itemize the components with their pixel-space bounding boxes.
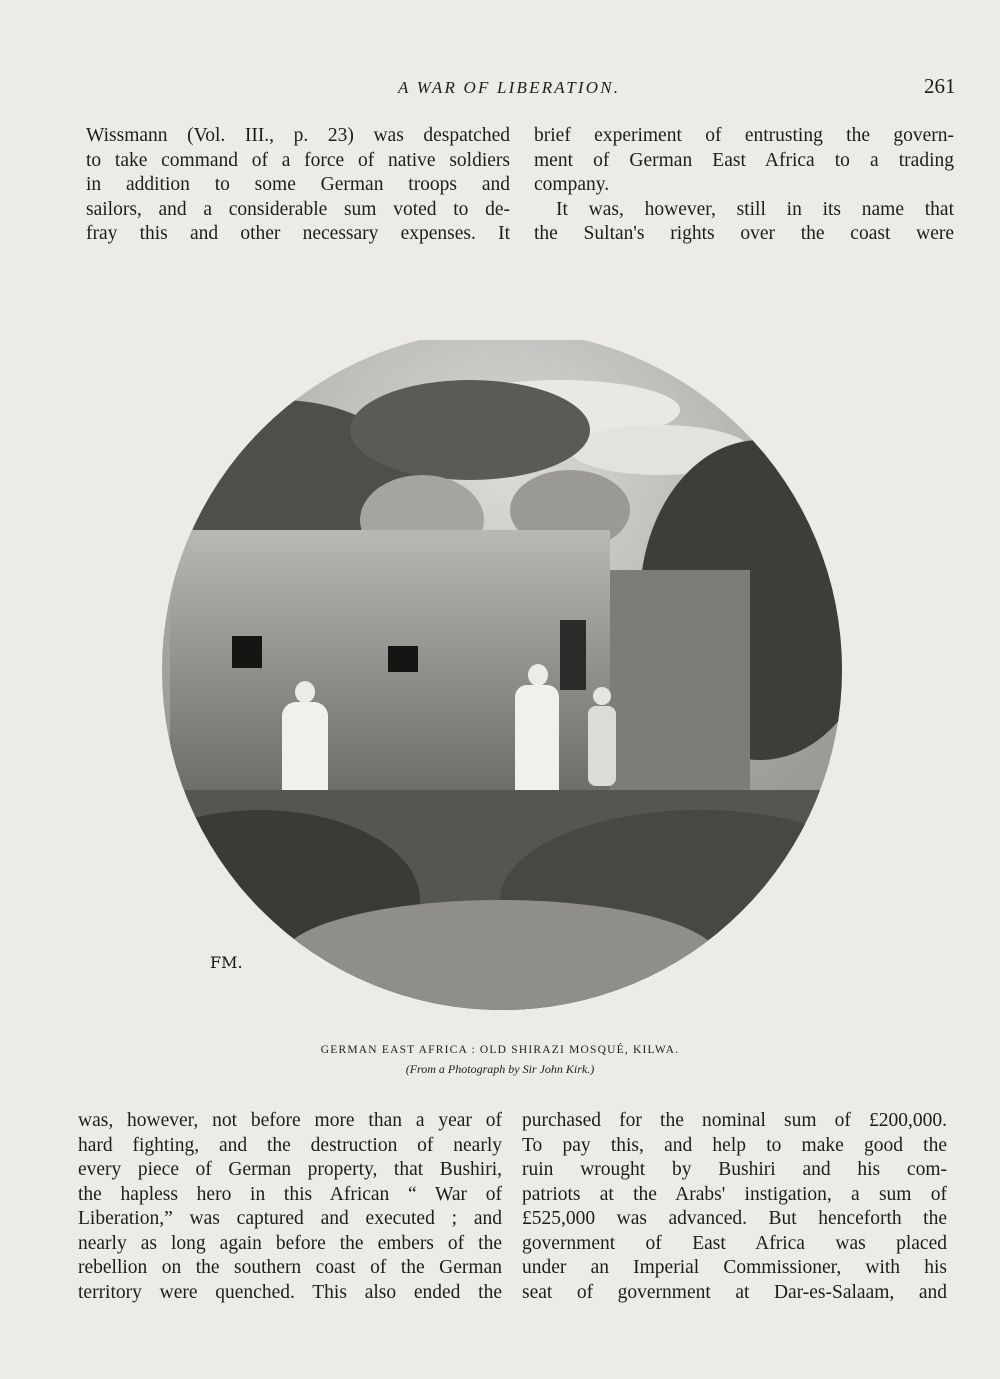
text-line: patriots at the Arabs' instigation, a sum of	[522, 1183, 947, 1205]
running-title: A WAR OF LIBERATION.	[398, 78, 621, 97]
text-line: fray this and other necessary expenses. It	[86, 223, 510, 244]
text-line: government of East Africa was placed	[522, 1232, 947, 1254]
text-line: in addition to some German troops and	[86, 174, 510, 195]
text-line: ruin wrought by Bushiri and his com-	[522, 1159, 947, 1180]
artist-signature: FM.	[210, 953, 243, 972]
bottom-right-column	[522, 1109, 947, 1305]
bottom-left-column	[78, 1109, 502, 1305]
text-line: to take command of a force of native soldiers	[86, 149, 510, 171]
top-left-column	[86, 124, 510, 247]
text-line: the Sultan's rights over the coast were	[534, 223, 954, 244]
text-line: It was, however, still in its name that	[556, 198, 954, 220]
text-line: every piece of German property, that Bushiri,	[78, 1159, 502, 1180]
text-line: brief experiment of entrusting the govern-	[534, 125, 954, 146]
text-line: territory were quenched. This also ended the	[78, 1281, 502, 1303]
text-line: company.	[534, 174, 610, 195]
text-line: Liberation,” was captured and executed ; and	[78, 1208, 502, 1229]
text-line: purchased for the nominal sum of £200,000.	[522, 1110, 947, 1131]
running-head	[0, 74, 1000, 102]
text-line: Wissmann (Vol. III., p. 23) was despatched	[86, 125, 510, 146]
text-line: hard fighting, and the destruction of nearly	[78, 1134, 502, 1156]
vignette-image	[140, 340, 870, 1030]
mosque-illustration	[140, 340, 870, 1030]
text-line: nearly as long again before the embers of the	[78, 1232, 502, 1254]
text-line: ment of German East Africa to a trading	[534, 149, 954, 171]
top-right-column	[534, 124, 954, 247]
text-line: was, however, not before more than a year of	[78, 1110, 502, 1131]
text-line: rebellion on the southern coast of the German	[78, 1257, 502, 1278]
text-line: seat of government at Dar-es-Salaam, and	[522, 1281, 947, 1303]
text-line: To pay this, and help to make good the	[522, 1134, 947, 1156]
page-number: 261	[924, 74, 956, 98]
figure-caption: GERMAN EAST AFRICA : OLD SHIRAZI MOSQUÉ, KILWA.	[320, 1044, 680, 1056]
figure-credit: (From a Photograph by Sir John Kirk.)	[405, 1062, 595, 1076]
text-line: the hapless hero in this African “ War of	[78, 1183, 502, 1205]
text-line: under an Imperial Commissioner, with his	[522, 1257, 947, 1278]
text-line: sailors, and a considerable sum voted to de-	[86, 198, 510, 220]
text-line: £525,000 was advanced. But henceforth the	[522, 1208, 947, 1229]
